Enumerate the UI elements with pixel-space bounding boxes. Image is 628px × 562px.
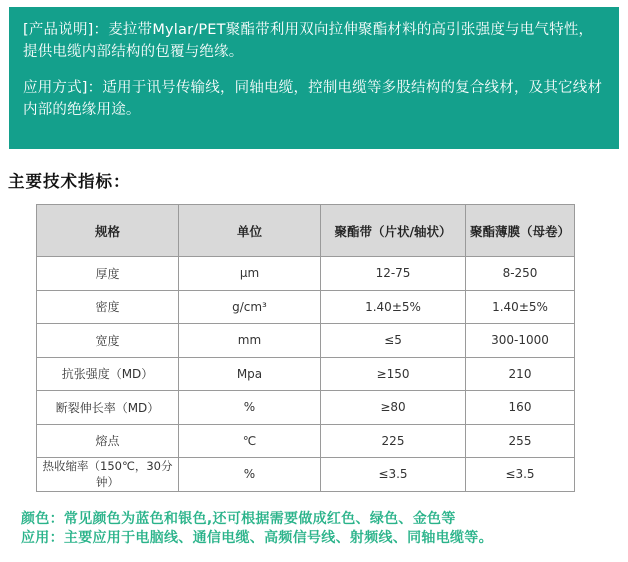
color-note: 颜色：常见颜色为蓝色和银色,还可根据需要做成红色、绿色、金色等	[21, 511, 456, 527]
row-film-value: 1.40±5%	[466, 290, 575, 324]
row-film-value: 8-250	[466, 257, 575, 291]
table-row	[37, 357, 575, 391]
row-label: 密度	[37, 290, 179, 324]
spec-table	[36, 204, 575, 492]
row-tape-value: 1.40±5%	[321, 290, 466, 324]
row-tape-value: ≤5	[321, 324, 466, 358]
row-film-value: ≤3.5	[466, 458, 575, 492]
row-unit: μm	[179, 257, 321, 291]
row-label: 热收缩率（150℃，30分钟）	[37, 458, 179, 492]
product-description: [产品说明]：麦拉带Mylar/PET聚酯带利用双向拉伸聚酯材料的高引张强度与电气特性，提供电缆内部结构的包覆与绝缘。	[23, 22, 594, 60]
row-tape-value: 12-75	[321, 257, 466, 291]
row-unit: %	[179, 458, 321, 492]
table-row	[37, 257, 575, 291]
row-tape-value: ≥150	[321, 357, 466, 391]
row-label: 断裂伸长率（MD）	[37, 391, 179, 425]
row-unit: ℃	[179, 424, 321, 458]
row-label: 抗张强度（MD）	[37, 357, 179, 391]
header-unit: 单位	[179, 205, 321, 257]
table-header-row	[37, 205, 575, 257]
table-row	[37, 458, 575, 492]
row-tape-value: ≤3.5	[321, 458, 466, 492]
usage-note: 应用：主要应用于电脑线、通信电缆、高频信号线、射频线、同轴电缆等。	[21, 530, 493, 546]
row-film-value: 255	[466, 424, 575, 458]
row-film-value: 300-1000	[466, 324, 575, 358]
header-polyester-tape: 聚酯带（片状/轴状）	[321, 205, 466, 257]
row-unit: Mpa	[179, 357, 321, 391]
header-spec: 规格	[37, 205, 179, 257]
row-label: 厚度	[37, 257, 179, 291]
row-unit: %	[179, 391, 321, 425]
row-label: 熔点	[37, 424, 179, 458]
row-film-value: 160	[466, 391, 575, 425]
table-row	[37, 424, 575, 458]
product-info-banner	[9, 7, 619, 149]
header-polyester-film: 聚酯薄膜（母卷）	[466, 205, 575, 257]
row-label: 宽度	[37, 324, 179, 358]
row-film-value: 210	[466, 357, 575, 391]
row-tape-value: 225	[321, 424, 466, 458]
application-method: 应用方式]：适用于讯号传输线，同轴电缆，控制电缆等多股结构的复合线材，及其它线材内部的绝缘用途。	[23, 80, 603, 118]
section-title: 主要技术指标：	[8, 172, 131, 191]
table-row	[37, 391, 575, 425]
row-unit: mm	[179, 324, 321, 358]
table-row	[37, 324, 575, 358]
row-tape-value: ≥80	[321, 391, 466, 425]
table-row	[37, 290, 575, 324]
product-notes	[21, 510, 493, 548]
row-unit: g/cm³	[179, 290, 321, 324]
